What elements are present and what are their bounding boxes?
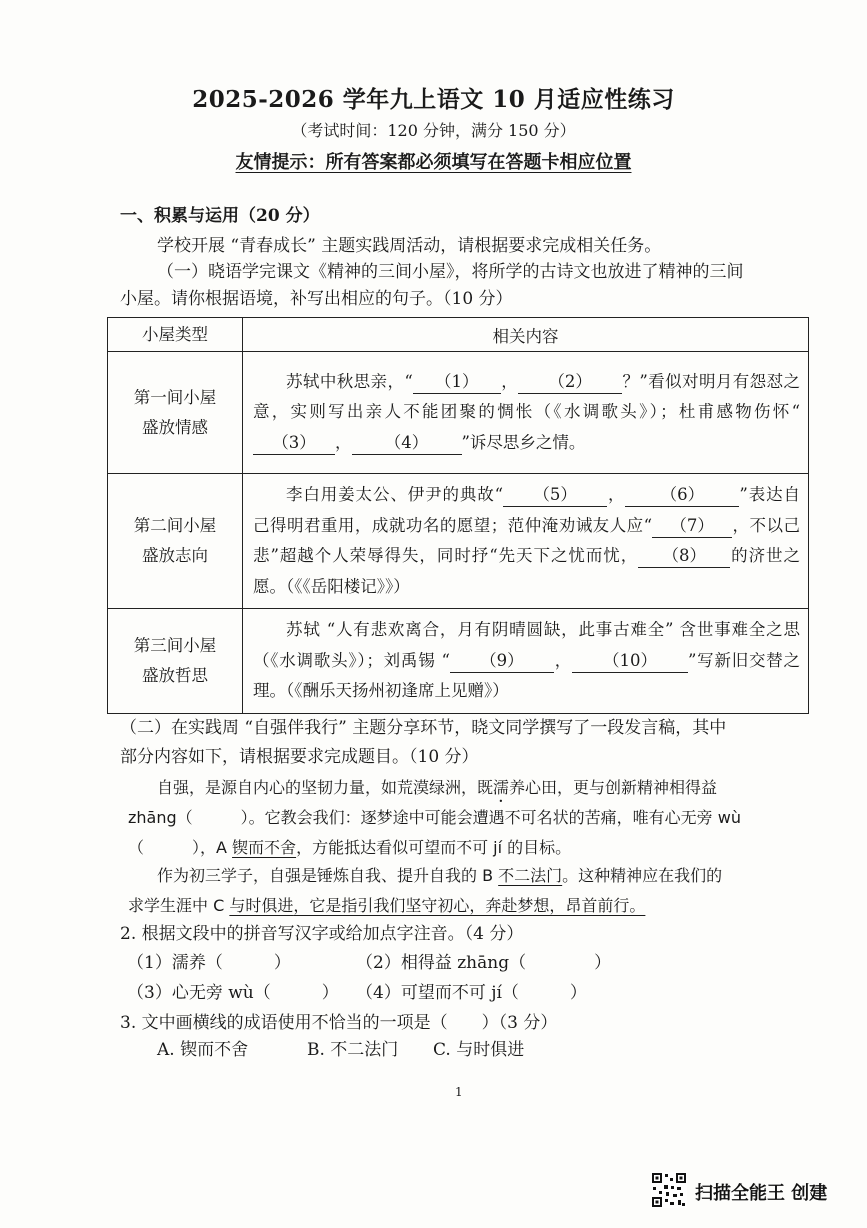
underlined-idiom-c: 与时俱进 — [229, 896, 294, 915]
part2-instruction-line2: 部分内容如下，请根据要求完成题目。（10 分） — [120, 747, 479, 767]
content-text: 的济世之愿。（《《岳阳楼记》》） — [253, 546, 800, 596]
speech-text: 自强，是源自内心的坚韧力量，如荒漠绿洲，既 — [157, 778, 494, 797]
fill-blank-8: （8） — [638, 544, 730, 568]
friendly-tip — [0, 152, 867, 174]
question-2-stem: 2. 根据文段中的拼音写汉字或给加点字注音。（4 分） — [120, 924, 524, 944]
speech-text: 求学生涯中 C — [128, 896, 230, 915]
q2-item-3: （3）心无旁 wù（ ） — [127, 983, 339, 1003]
speech-text: 作为初三学子，自强是锤炼自我、提升自我的 B — [157, 866, 499, 885]
q3-option-a: A. 锲而不舍 — [157, 1040, 249, 1060]
cabin-purpose: 盛放志向 — [142, 546, 208, 566]
underlined-idiom-a: 锲而不舍 — [232, 838, 297, 857]
content-text: ”写新旧交替之理。（《酬乐天扬州初逢席上见赠》） — [253, 650, 801, 701]
q2-item-4: （4）可望而不可 jí（ ） — [356, 983, 587, 1003]
part2-instruction-line1: （二）在实践周 “自强伴我行” 主题分享环节，晓文同学撰写了一段发言稿，其中 — [120, 718, 727, 738]
cabin-table — [107, 317, 809, 714]
fill-blank-9: （9） — [450, 649, 554, 673]
speech-line5 — [128, 896, 645, 915]
content-text: 李白用姜太公、伊尹的典故“ — [286, 485, 504, 504]
content-text: 苏轼 “人有悲欢离合，月有阴晴圆缺，此事古难全” 含世事难全之思（《水调歌头》）；刘禹锡 “ — [253, 620, 800, 670]
tip-text: 友情提示：所有答案都必须填写在答题卡相应位置 — [235, 152, 632, 173]
underlined-sentence: ，它是指引我们坚守初心，奔赴梦想，昂首前行。 — [293, 896, 646, 915]
speech-text: 。这种精神应在我们的 — [562, 866, 723, 885]
speech-line4 — [157, 866, 722, 885]
fill-blank-10: （10） — [572, 649, 688, 673]
speech-text: 养心田，更与创新精神相得益 — [509, 778, 718, 797]
fill-blank-4: （4） — [352, 431, 462, 455]
qr-code-icon — [651, 1172, 687, 1208]
q2-item-2: （2）相得益 zhāng（ ） — [356, 953, 612, 973]
content-text: 苏轼中秋思亲，“ — [286, 371, 413, 391]
cabin-name: 第一间小屋 — [133, 387, 217, 407]
cabin-purpose: 盛放哲思 — [142, 665, 208, 685]
content-text: ， — [553, 650, 572, 670]
content-text: ， — [500, 371, 519, 391]
content-cell — [243, 609, 809, 714]
content-text: ，不以己悲”超越个人荣辱得失，同时抒“先天下之忧而忧， — [253, 515, 801, 566]
dotted-char: 濡 — [493, 778, 510, 797]
cabin-type-cell — [108, 352, 243, 474]
fill-blank-6: （6） — [625, 483, 739, 507]
speech-line3 — [128, 838, 571, 857]
content-text: ， — [607, 485, 626, 504]
fill-blank-2: （2） — [518, 370, 622, 394]
content-text: ”表达自己得明君重用，成就功名的愿望；范仲淹劝诫友人应“ — [253, 485, 801, 535]
page-number: 1 — [455, 1085, 463, 1099]
scanner-watermark: 扫描全能王 创建 — [695, 1183, 828, 1204]
fill-blank-5: （5） — [503, 483, 607, 507]
cabin-type-cell — [108, 474, 243, 609]
underlined-idiom-b: 不二法门 — [498, 866, 563, 885]
part1-instruction-line2: 小屋。请你根据语境，补写出相应的句子。（10 分） — [120, 289, 513, 309]
speech-text: ，方能抵达看似可望而不可 jí 的目标。 — [296, 838, 572, 857]
fill-blank-3: （3） — [253, 431, 335, 455]
cabin-purpose: 盛放情感 — [142, 417, 208, 437]
table-row — [108, 609, 809, 714]
header-cabin-type: 小屋类型 — [108, 318, 243, 352]
q3-option-b: B. 不二法门 — [307, 1040, 399, 1060]
table-row — [108, 352, 809, 474]
table-row — [108, 474, 809, 609]
exam-info: （考试时间：120 分钟，满分 150 分） — [291, 121, 576, 140]
cabin-name: 第三间小屋 — [133, 636, 217, 656]
page-title: 2025-2026 学年九上语文 10 月适应性练习 — [192, 86, 675, 113]
section-heading: 一、积累与运用（20 分） — [120, 206, 320, 226]
q3-option-c: C. 与时俱进 — [433, 1040, 525, 1060]
speech-line1 — [157, 778, 717, 806]
fill-blank-7: （7） — [652, 514, 732, 538]
content-text: ？”看似对明月有怨怼之意，实则写出亲人不能团聚的惆怅（《水调歌头》）；杜甫感物伤怀“ — [253, 371, 800, 422]
content-cell — [243, 474, 809, 609]
section-intro: 学校开展 “青春成长” 主题实践周活动，请根据要求完成相关任务。 — [157, 236, 662, 256]
cabin-type-cell — [108, 609, 243, 714]
content-cell — [243, 352, 809, 474]
content-text: ”诉尽思乡之情。 — [461, 432, 586, 452]
question-3-stem: 3. 文中画横线的成语使用不恰当的一项是（ ）（3 分） — [120, 1013, 558, 1033]
q2-item-1: （1）濡养（ ） — [127, 953, 291, 973]
fill-blank-1: （1） — [413, 370, 501, 394]
table-header-row — [108, 318, 809, 352]
speech-line2: zhāng（ ）。它教会我们：逐梦途中可能会遭遇不可名状的苦痛，唯有心无旁 wù — [128, 808, 741, 827]
part1-instruction-line1: （一）晓语学完课文《精神的三间小屋》，将所学的古诗文也放进了精神的三间 — [157, 262, 744, 282]
cabin-name: 第二间小屋 — [133, 516, 217, 536]
header-related-content: 相关内容 — [243, 318, 809, 352]
content-text: ， — [335, 432, 352, 452]
speech-text: （ ），A — [128, 838, 233, 857]
